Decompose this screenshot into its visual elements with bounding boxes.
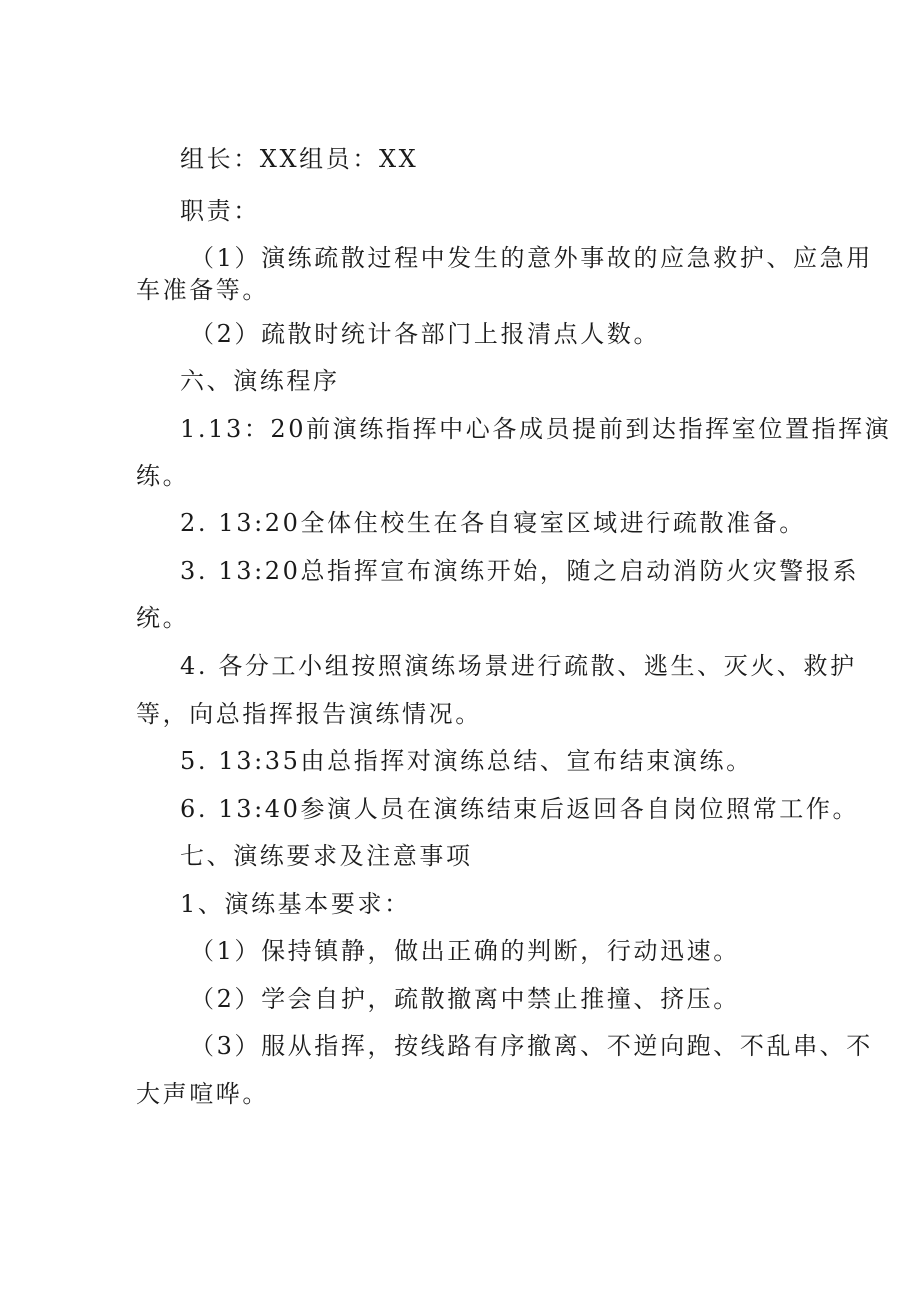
text-line-step-2: 2. 13:20全体住校生在各自寝室区域进行疏散准备。 — [180, 509, 806, 537]
text-line-step-4-cont: 等，向总指挥报告演练情况。 — [136, 700, 482, 728]
text-line-step-4: 4. 各分工小组按照演练场景进行疏散、逃生、灭火、救护 — [180, 652, 857, 680]
text-line-req-2: （2）学会自护，疏散撤离中禁止推撞、挤压。 — [190, 985, 740, 1013]
section-heading-requirements: 七、演练要求及注意事项 — [180, 842, 473, 870]
text-line-basic-requirements: 1、演练基本要求： — [180, 890, 411, 918]
text-line-step-5: 5. 13:35由总指挥对演练总结、宣布结束演练。 — [180, 747, 753, 775]
text-line-step-3: 3. 13:20总指挥宣布演练开始，随之启动消防火灾警报系 — [180, 557, 860, 585]
text-line-duty-1: （1）演练疏散过程中发生的意外事故的应急救护、应急用 — [190, 244, 873, 272]
text-line-group-leader: 组长：XX组员：XX — [180, 145, 419, 173]
text-line-duty-1-cont: 车准备等。 — [136, 276, 269, 304]
text-line-step-1-cont: 练。 — [136, 462, 190, 490]
text-line-step-6: 6. 13:40参演人员在演练结束后返回各自岗位照常工作。 — [180, 795, 860, 823]
text-line-step-3-cont: 统。 — [136, 604, 190, 632]
text-line-req-1: （1）保持镇静，做出正确的判断，行动迅速。 — [190, 937, 740, 965]
text-line-req-3-cont: 大声喧哗。 — [136, 1080, 269, 1108]
text-line-duties: 职责： — [180, 197, 260, 225]
text-line-req-3: （3）服从指挥，按线路有序撤离、不逆向跑、不乱串、不 — [190, 1032, 873, 1060]
section-heading-procedure: 六、演练程序 — [180, 367, 340, 395]
text-line-duty-2: （2）疏散时统计各部门上报清点人数。 — [190, 320, 661, 348]
text-line-step-1: 1.13：20前演练指挥中心各成员提前到达指挥室位置指挥演 — [180, 415, 892, 443]
